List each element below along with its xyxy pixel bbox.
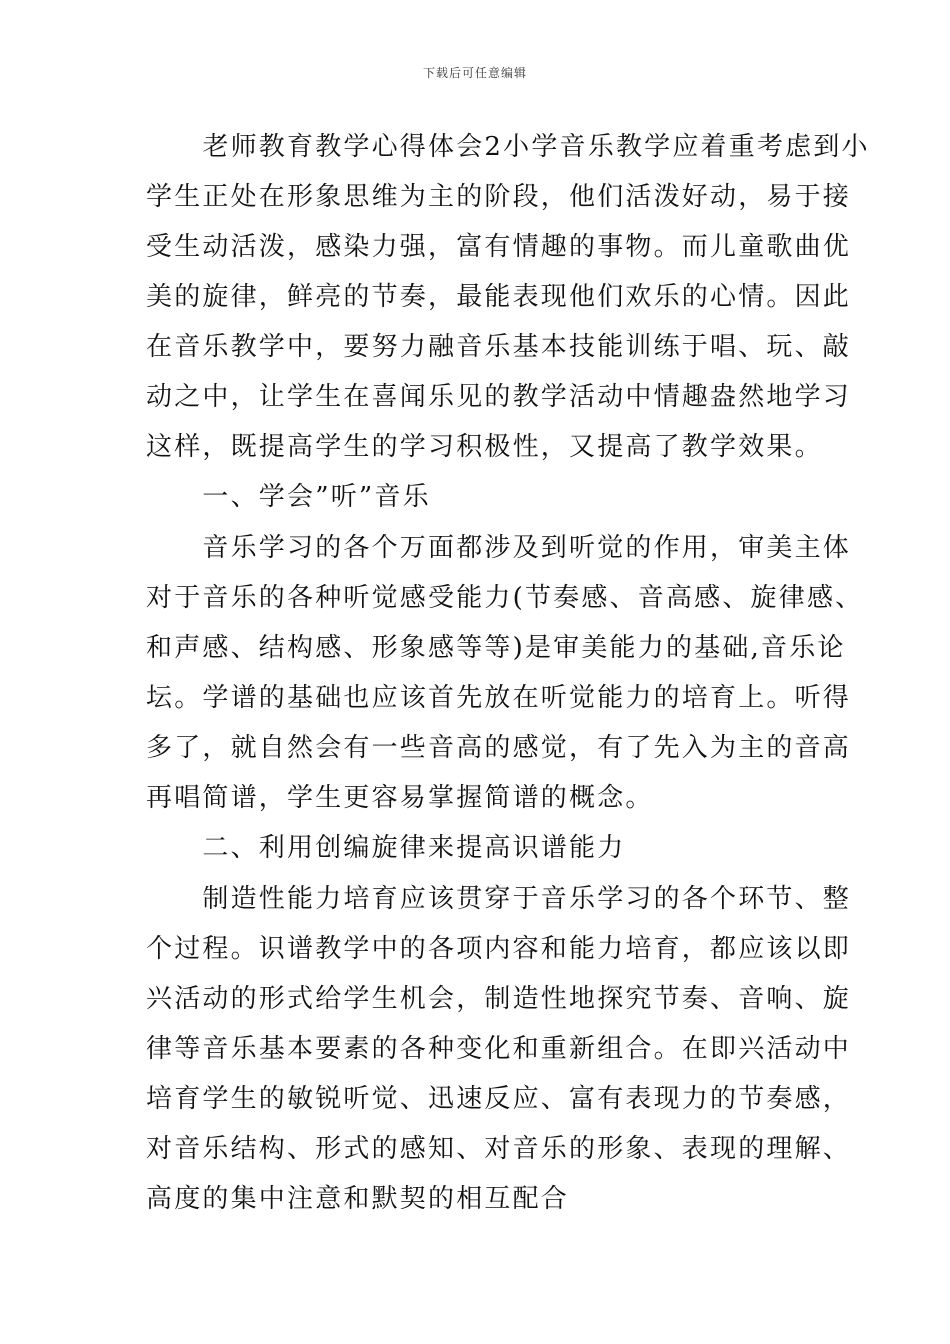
text-line: 兴活动的形式给学生机会，制造性地探究节奏、音响、旋 bbox=[146, 984, 852, 1014]
text-line: 高度的集中注意和默契的相互配合 bbox=[146, 1184, 570, 1214]
text-line: 多了，就自然会有一些音高的感觉，有了先入为主的音高 bbox=[146, 733, 852, 763]
text-line: 对于音乐的各种听觉感受能力(节奏感、音高感、旋律感、 bbox=[146, 583, 864, 613]
text-line: 培育学生的敏锐听觉、迅速反应、富有表现力的节奏感， bbox=[146, 1084, 852, 1114]
text-line: 对音乐结构、形式的感知、对音乐的形象、表现的理解、 bbox=[146, 1134, 852, 1164]
text-line: 再唱简谱，学生更容易掌握简谱的概念。 bbox=[146, 783, 654, 813]
text-line: 和声感、结构感、形象感等等)是审美能力的基础,音乐论 bbox=[146, 633, 846, 663]
section-heading: 一、学会”听”音乐 bbox=[146, 482, 431, 512]
text-line: 这样，既提高学生的学习积极性，又提高了教学效果。 bbox=[146, 432, 823, 462]
text-line: 动之中，让学生在喜闻乐见的教学活动中情趣盎然地学习 bbox=[146, 382, 852, 412]
text-line: 老师教育教学心得体会2小学音乐教学应着重考虑到小 bbox=[146, 132, 870, 162]
text-line: 美的旋律，鲜亮的节奏，最能表现他们欢乐的心情。因此 bbox=[146, 282, 852, 312]
text-line: 受生动活泼，感染力强，富有情趣的事物。而儿童歌曲优 bbox=[146, 232, 852, 262]
text-line: 学生正处在形象思维为主的阶段，他们活泼好动，易于接 bbox=[146, 182, 852, 212]
page-header: 下载后可任意编辑 bbox=[422, 66, 527, 80]
text-line: 在音乐教学中，要努力融音乐基本技能训练于唱、玩、敲 bbox=[146, 332, 852, 362]
text-line: 音乐学习的各个万面都涉及到听觉的作用，审美主体 bbox=[146, 533, 852, 563]
text-line: 坛。学谱的基础也应该首先放在听觉能力的培育上。听得 bbox=[146, 683, 852, 713]
text-line: 个过程。识谱教学中的各项内容和能力培育，都应该以即 bbox=[146, 934, 852, 964]
text-line: 制造性能力培育应该贯穿于音乐学习的各个环节、整 bbox=[146, 884, 852, 914]
section-heading: 二、利用创编旋律来提高识谱能力 bbox=[146, 833, 626, 863]
text-line: 律等音乐基本要素的各种变化和重新组合。在即兴活动中 bbox=[146, 1034, 852, 1064]
